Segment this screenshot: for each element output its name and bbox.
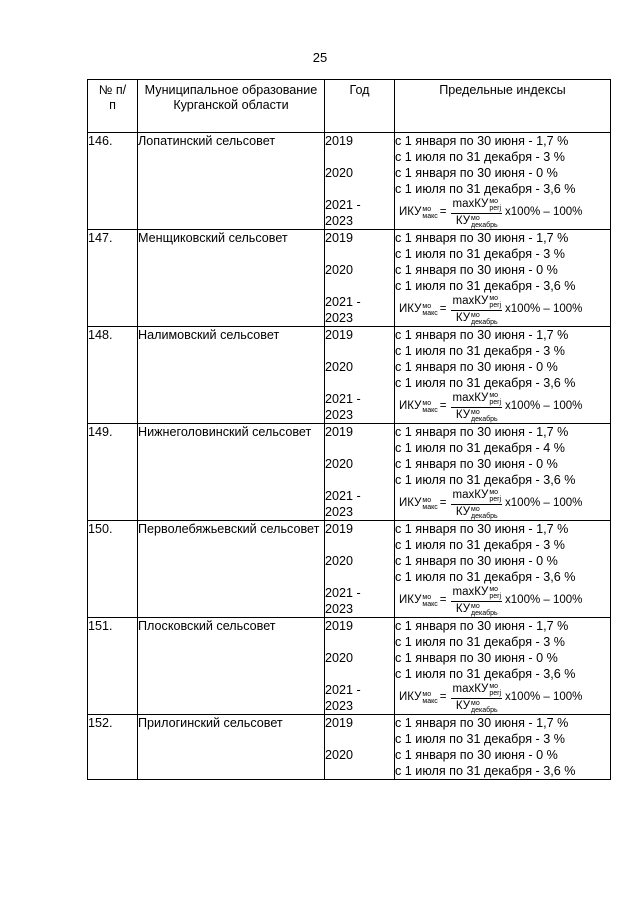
row-indices	[395, 424, 611, 521]
row-indices	[395, 230, 611, 327]
formula-lhs-text: ИКУ	[399, 497, 422, 510]
row-years	[325, 521, 395, 618]
formula-num-scripts	[489, 295, 501, 309]
index-line: с 1 января по 30 июня - 1,7 %	[395, 328, 569, 342]
row-municipality: Менщиковский сельсовет	[138, 230, 325, 327]
index-line: с 1 января по 30 июня - 1,7 %	[395, 522, 569, 536]
formula-equals: =	[439, 400, 447, 413]
formula-den-sub: декабрь	[471, 609, 498, 617]
formula-equals: =	[439, 303, 447, 316]
table-row	[88, 715, 611, 780]
formula-numerator	[451, 489, 502, 505]
year-label: 2019	[325, 522, 354, 536]
formula-lhs-sup: мо	[422, 594, 432, 601]
index-line: с 1 января по 30 июня - 0 %	[395, 457, 558, 471]
formula-fraction	[451, 489, 502, 520]
row-indices	[395, 133, 611, 230]
row-number: 149.	[88, 424, 138, 521]
indices-table	[87, 79, 611, 780]
formula-num-scripts	[489, 489, 501, 503]
year-label	[325, 763, 394, 779]
index-line: с 1 января по 30 июня - 1,7 %	[395, 231, 569, 245]
year-label: 2019	[325, 328, 354, 342]
table-header-row	[88, 80, 611, 133]
formula-num-text: maxКУ	[452, 682, 489, 695]
year-label	[325, 181, 394, 197]
year-label	[325, 246, 394, 262]
formula-line	[395, 682, 610, 714]
formula-den-text: КУ	[455, 602, 470, 615]
formula-lhs-text: ИКУ	[399, 400, 422, 413]
formula-num-sup: мо	[489, 488, 499, 496]
year-label	[325, 472, 394, 488]
formula-equals: =	[439, 594, 447, 607]
formula-den-sup: мо	[471, 408, 480, 416]
formula-lhs	[399, 303, 438, 317]
row-number: 147.	[88, 230, 138, 327]
year-label: 2021 - 2023	[325, 198, 361, 228]
formula-lhs-sub: макс	[422, 504, 438, 511]
formula-equals: =	[439, 206, 447, 219]
year-label	[325, 375, 394, 391]
formula-lhs-sup: мо	[422, 206, 432, 213]
formula-den-scripts	[471, 603, 498, 617]
formula-tail: x100% – 100%	[505, 594, 583, 607]
formula-num-sub: perj	[489, 301, 502, 309]
year-label: 2020	[325, 263, 354, 277]
row-municipality: Лопатинский сельсовет	[138, 133, 325, 230]
formula-lhs	[399, 497, 438, 511]
year-label	[325, 569, 394, 585]
formula-den-sub: декабрь	[471, 221, 498, 229]
index-formula	[399, 198, 582, 229]
formula-lhs	[399, 400, 438, 414]
year-label: 2021 - 2023	[325, 683, 361, 713]
formula-lhs-text: ИКУ	[399, 691, 422, 704]
row-municipality: Налимовский сельсовет	[138, 327, 325, 424]
row-municipality: Прилогинский сельсовет	[138, 715, 325, 780]
year-label: 2019	[325, 231, 354, 245]
formula-fraction	[451, 586, 502, 617]
formula-numerator	[451, 683, 502, 699]
formula-num-scripts	[489, 586, 501, 600]
formula-numerator	[451, 586, 502, 602]
table-row	[88, 424, 611, 521]
formula-num-text: maxКУ	[452, 294, 489, 307]
table-row	[88, 133, 611, 230]
header-indices: Предельные индексы	[395, 80, 611, 133]
formula-tail: x100% – 100%	[505, 400, 583, 413]
formula-line	[395, 585, 610, 617]
formula-fraction	[451, 392, 502, 423]
row-years	[325, 715, 395, 780]
index-line: с 1 июля по 31 декабря - 4 %	[395, 441, 565, 455]
formula-lhs-scripts	[422, 400, 437, 414]
table-row	[88, 521, 611, 618]
formula-lhs-scripts	[422, 594, 437, 608]
index-line: с 1 января по 30 июня - 0 %	[395, 651, 558, 665]
index-line: с 1 января по 30 июня - 0 %	[395, 263, 558, 277]
year-label: 2020	[325, 748, 354, 762]
index-line: с 1 января по 30 июня - 1,7 %	[395, 134, 569, 148]
index-line: с 1 января по 30 июня - 1,7 %	[395, 716, 569, 730]
index-line: с 1 июля по 31 декабря - 3 %	[395, 732, 565, 746]
index-line: с 1 января по 30 июня - 0 %	[395, 554, 558, 568]
year-label: 2020	[325, 166, 354, 180]
formula-num-scripts	[489, 198, 501, 212]
year-label	[325, 278, 394, 294]
formula-num-text: maxКУ	[452, 197, 489, 210]
index-formula	[399, 586, 582, 617]
year-label	[325, 343, 394, 359]
year-label: 2021 - 2023	[325, 295, 361, 325]
formula-num-scripts	[489, 392, 501, 406]
year-label: 2021 - 2023	[325, 586, 361, 616]
row-years	[325, 327, 395, 424]
formula-den-sub: декабрь	[471, 512, 498, 520]
row-years	[325, 133, 395, 230]
formula-lhs-sub: макс	[422, 698, 438, 705]
page-number: 25	[312, 50, 328, 65]
row-municipality: Перволебяжьевский сельсовет	[138, 521, 325, 618]
index-line: с 1 января по 30 июня - 0 %	[395, 360, 558, 374]
row-indices	[395, 618, 611, 715]
formula-den-sup: мо	[471, 505, 480, 513]
formula-num-sup: мо	[489, 197, 499, 205]
formula-den-sup: мо	[471, 602, 480, 610]
formula-den-text: КУ	[455, 505, 470, 518]
formula-den-text: КУ	[455, 311, 470, 324]
formula-numerator	[451, 392, 502, 408]
formula-numerator	[451, 198, 502, 214]
formula-den-text: КУ	[455, 408, 470, 421]
formula-den-sub: декабрь	[471, 706, 498, 714]
index-line: с 1 января по 30 июня - 0 %	[395, 748, 558, 762]
formula-num-sub: perj	[489, 689, 502, 697]
formula-den-sup: мо	[471, 699, 480, 707]
formula-fraction	[451, 295, 502, 326]
formula-line	[395, 488, 610, 520]
year-label: 2019	[325, 619, 354, 633]
formula-lhs-sup: мо	[422, 400, 432, 407]
formula-lhs	[399, 594, 438, 608]
formula-den-sup: мо	[471, 214, 480, 222]
formula-num-text: maxКУ	[452, 585, 489, 598]
year-label	[325, 731, 394, 747]
formula-tail: x100% – 100%	[505, 206, 583, 219]
index-line: с 1 июля по 31 декабря - 3 %	[395, 538, 565, 552]
header-number: № п/п	[88, 80, 138, 133]
formula-lhs-scripts	[422, 691, 437, 705]
formula-den-scripts	[471, 700, 498, 714]
year-label: 2020	[325, 651, 354, 665]
header-municipality: Муниципальное образование Курганской области	[138, 80, 325, 133]
formula-tail: x100% – 100%	[505, 497, 583, 510]
formula-lhs-sub: макс	[422, 310, 438, 317]
formula-fraction	[451, 683, 502, 714]
index-line: с 1 июля по 31 декабря - 3,6 %	[395, 376, 576, 390]
formula-equals: =	[439, 691, 447, 704]
year-label: 2021 - 2023	[325, 392, 361, 422]
index-line: с 1 июля по 31 декабря - 3,6 %	[395, 764, 576, 778]
formula-num-sub: perj	[489, 398, 502, 406]
formula-denominator	[456, 699, 498, 714]
formula-numerator	[451, 295, 502, 311]
row-indices	[395, 521, 611, 618]
formula-lhs-sup: мо	[422, 691, 432, 698]
formula-den-scripts	[471, 312, 498, 326]
table-body	[88, 133, 611, 780]
formula-den-scripts	[471, 215, 498, 229]
formula-num-sup: мо	[489, 391, 499, 399]
formula-denominator	[456, 311, 498, 326]
formula-lhs-sub: макс	[422, 407, 438, 414]
index-line: с 1 января по 30 июня - 1,7 %	[395, 619, 569, 633]
formula-line	[395, 197, 610, 229]
formula-lhs-text: ИКУ	[399, 206, 422, 219]
row-number: 146.	[88, 133, 138, 230]
formula-denominator	[456, 408, 498, 423]
year-label: 2019	[325, 716, 354, 730]
formula-num-sub: perj	[489, 204, 502, 212]
row-years	[325, 230, 395, 327]
index-line: с 1 июля по 31 декабря - 3,6 %	[395, 279, 576, 293]
formula-lhs-text: ИКУ	[399, 303, 422, 316]
year-label	[325, 537, 394, 553]
year-label: 2020	[325, 360, 354, 374]
formula-den-sub: декабрь	[471, 415, 498, 423]
formula-num-scripts	[489, 683, 501, 697]
row-years	[325, 424, 395, 521]
row-years	[325, 618, 395, 715]
formula-num-text: maxКУ	[452, 391, 489, 404]
index-line: с 1 июля по 31 декабря - 3,6 %	[395, 667, 576, 681]
formula-den-sup: мо	[471, 311, 480, 319]
index-line: с 1 июля по 31 декабря - 3 %	[395, 635, 565, 649]
formula-tail: x100% – 100%	[505, 303, 583, 316]
row-indices	[395, 327, 611, 424]
index-line: с 1 июля по 31 декабря - 3 %	[395, 344, 565, 358]
index-line: с 1 июля по 31 декабря - 3 %	[395, 150, 565, 164]
index-line: с 1 июля по 31 декабря - 3,6 %	[395, 570, 576, 584]
index-line: с 1 июля по 31 декабря - 3 %	[395, 247, 565, 261]
table-row	[88, 230, 611, 327]
formula-lhs-sup: мо	[422, 303, 432, 310]
formula-lhs	[399, 206, 438, 220]
formula-equals: =	[439, 497, 447, 510]
formula-tail: x100% – 100%	[505, 691, 583, 704]
formula-lhs-scripts	[422, 206, 437, 220]
formula-lhs-scripts	[422, 303, 437, 317]
formula-fraction	[451, 198, 502, 229]
formula-denominator	[456, 214, 498, 229]
formula-lhs-sub: макс	[422, 601, 438, 608]
index-formula	[399, 489, 582, 520]
index-formula	[399, 683, 582, 714]
row-indices	[395, 715, 611, 780]
formula-num-sup: мо	[489, 294, 499, 302]
year-label: 2019	[325, 425, 354, 439]
formula-denominator	[456, 602, 498, 617]
formula-num-sup: мо	[489, 682, 499, 690]
index-formula	[399, 392, 582, 423]
year-label	[325, 149, 394, 165]
formula-denominator	[456, 505, 498, 520]
index-line: с 1 июля по 31 декабря - 3,6 %	[395, 473, 576, 487]
row-municipality: Плосковский сельсовет	[138, 618, 325, 715]
formula-den-text: КУ	[455, 214, 470, 227]
formula-lhs-sup: мо	[422, 497, 432, 504]
row-number: 148.	[88, 327, 138, 424]
formula-lhs-text: ИКУ	[399, 594, 422, 607]
formula-lhs-sub: макс	[422, 213, 438, 220]
index-line: с 1 января по 30 июня - 0 %	[395, 166, 558, 180]
year-label	[325, 666, 394, 682]
formula-den-scripts	[471, 506, 498, 520]
year-label: 2020	[325, 457, 354, 471]
formula-line	[395, 294, 610, 326]
index-formula	[399, 295, 582, 326]
row-number: 151.	[88, 618, 138, 715]
row-municipality: Нижнеголовинский сельсовет	[138, 424, 325, 521]
year-label	[325, 440, 394, 456]
row-number: 150.	[88, 521, 138, 618]
formula-lhs	[399, 691, 438, 705]
index-line: с 1 июля по 31 декабря - 3,6 %	[395, 182, 576, 196]
year-label: 2020	[325, 554, 354, 568]
formula-num-sup: мо	[489, 585, 499, 593]
year-label: 2019	[325, 134, 354, 148]
formula-line	[395, 391, 610, 423]
formula-lhs-scripts	[422, 497, 437, 511]
formula-num-sub: perj	[489, 592, 502, 600]
formula-den-sub: декабрь	[471, 318, 498, 326]
year-label: 2021 - 2023	[325, 489, 361, 519]
table-row	[88, 618, 611, 715]
formula-num-text: maxКУ	[452, 488, 489, 501]
row-number: 152.	[88, 715, 138, 780]
index-line: с 1 января по 30 июня - 1,7 %	[395, 425, 569, 439]
formula-den-text: КУ	[455, 699, 470, 712]
formula-den-scripts	[471, 409, 498, 423]
table-row	[88, 327, 611, 424]
formula-num-sub: perj	[489, 495, 502, 503]
header-year: Год	[325, 80, 395, 133]
year-label	[325, 634, 394, 650]
